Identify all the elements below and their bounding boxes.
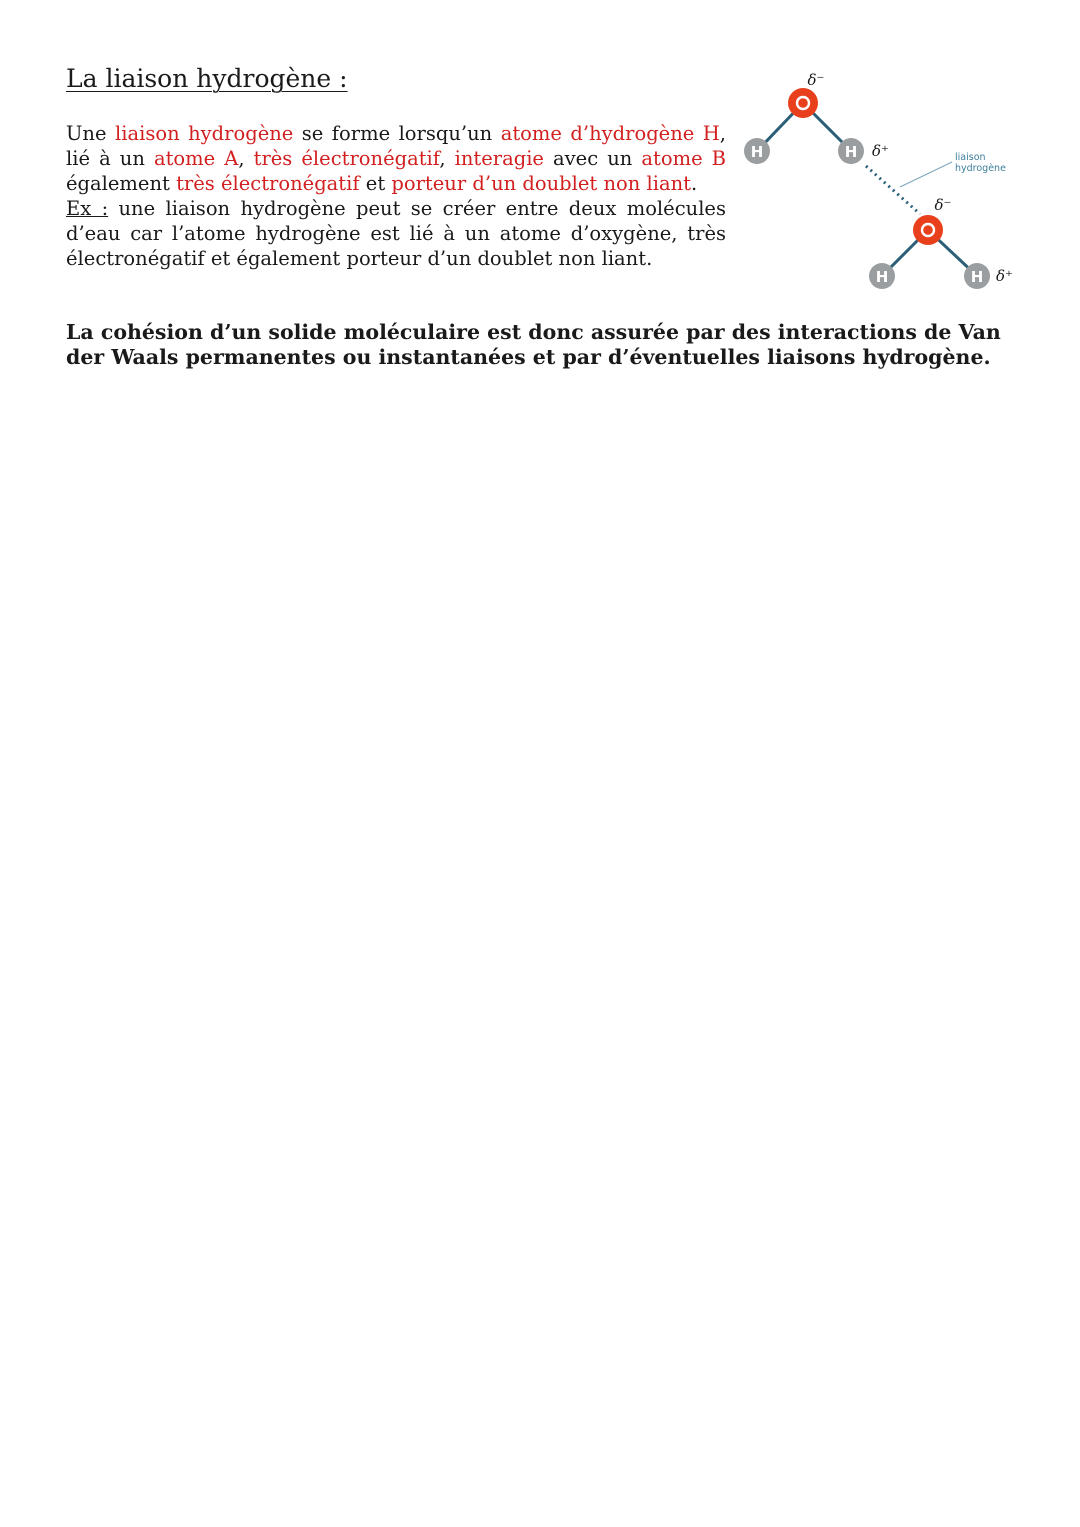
text-segment: . (691, 172, 698, 195)
conclusion-text: La cohésion d’un solide moléculaire est donc assurée par des interactions de Van der Waals permanentes ou instantanées et par d’éventuelles liaisons hydrogène. (66, 320, 1001, 369)
highlight-term: très électronégatif (176, 172, 360, 195)
text-segment: , (439, 147, 455, 170)
delta-minus-label: δ⁻ (807, 71, 825, 89)
text-segment: se forme lorsqu’un (293, 122, 501, 145)
hydrogen-bond-label-line1: liaison (955, 152, 986, 163)
hydrogen-symbol: H (750, 143, 764, 161)
highlight-term: atome B (641, 147, 727, 170)
text-segment: avec un (543, 147, 642, 170)
highlight-term: interagie (454, 147, 544, 170)
oxygen-atom (913, 215, 943, 245)
highlight-term: atome A (153, 147, 239, 170)
definition-paragraph (66, 121, 726, 271)
delta-minus-label: δ⁻ (934, 196, 952, 214)
text-segment: Une (66, 122, 115, 145)
hydrogen-bond-diagram (735, 66, 1025, 298)
hydrogen-symbol: H (970, 268, 984, 286)
highlight-term: porteur d’un doublet non liant (391, 172, 692, 195)
delta-plus-label: δ⁺ (872, 142, 889, 160)
highlight-term: atome d’hydrogène H (500, 122, 720, 145)
text-segment: , (238, 147, 254, 170)
hydrogen-symbol: H (844, 143, 858, 161)
oxygen-atom (788, 88, 818, 118)
text-segment: , lié à un (66, 122, 726, 170)
example-text: une liaison hydrogène peut se créer entre deux molécules d’eau car l’atome hydrogène est lié à un atome d’oxygène, très électronégatif et également porteur d’un doublet non liant. (66, 197, 726, 270)
highlight-term: très électronégatif (253, 147, 440, 170)
text-segment: et (359, 172, 392, 195)
delta-plus-label: δ⁺ (996, 267, 1013, 285)
bond-label-leader (900, 162, 952, 187)
hydrogen-symbol: H (875, 268, 889, 286)
hydrogen-bond-label-line2: hydrogène (955, 163, 1006, 174)
text-segment: également (66, 172, 177, 195)
hydrogen-bond-line (866, 166, 920, 214)
section-title: La liaison hydrogène : (66, 64, 348, 93)
example-label: Ex : (66, 197, 109, 220)
highlight-term: liaison hydrogène (115, 122, 294, 145)
